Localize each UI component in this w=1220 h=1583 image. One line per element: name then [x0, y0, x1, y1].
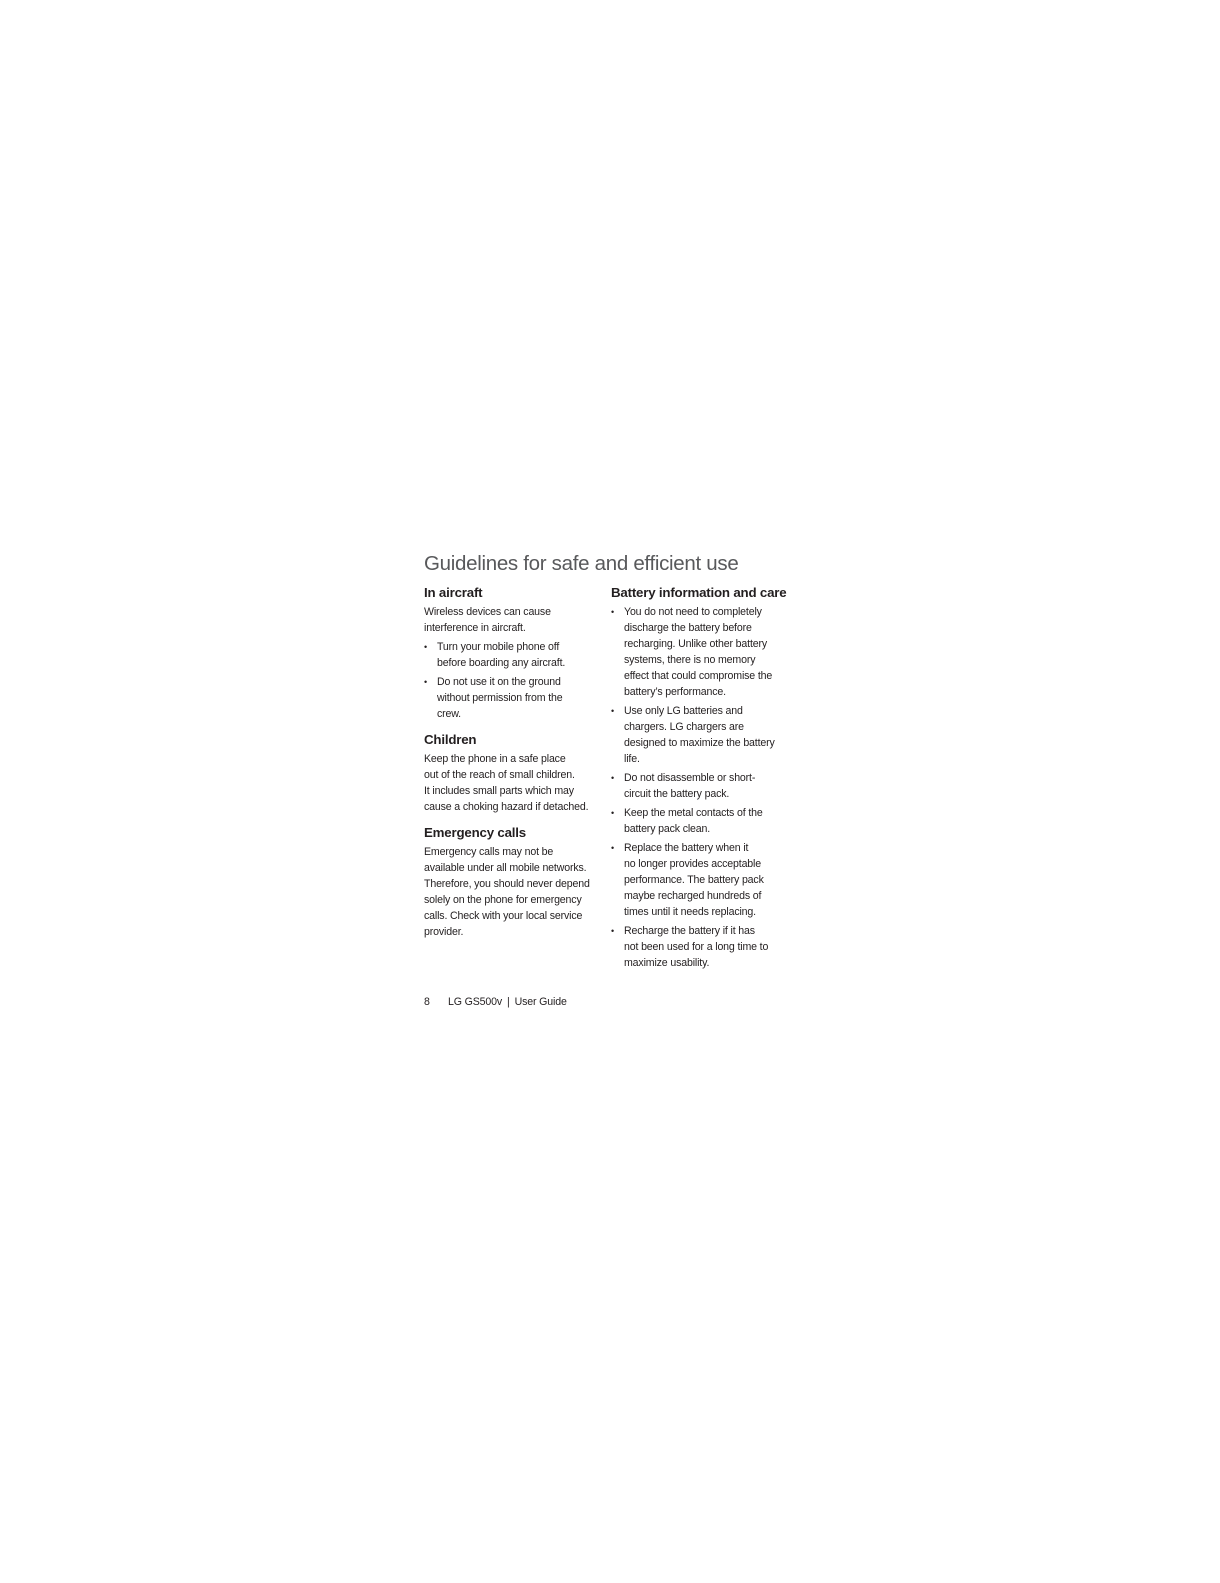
list-item: [611, 703, 789, 767]
list-item-text: Turn your mobile phone off before boarding any aircraft.: [437, 641, 566, 669]
bullet-icon: •: [611, 926, 615, 936]
list-item-text: Do not disassemble or short- circuit the battery pack.: [624, 772, 756, 800]
list-item: [611, 923, 789, 971]
list-item-text: Replace the battery when it no longer provides acceptable performance. The battery pack maybe recharged hundreds of times until it needs replacing.: [624, 842, 764, 918]
list-item: [611, 604, 789, 700]
list-item-text: Do not use it on the ground without permission from the crew.: [437, 676, 563, 720]
list-item-text: You do not need to completely discharge the battery before recharging. Unlike other battery systems, there is no memory effect that could compromise the battery’s performance.: [624, 606, 773, 698]
section-in-aircraft: [424, 584, 602, 722]
list-item-text: Use only LG batteries and chargers. LG chargers are designed to maximize the battery life.: [624, 705, 775, 765]
right-column: [611, 584, 789, 980]
bullet-icon: •: [611, 607, 615, 617]
bullet-icon: •: [611, 773, 615, 783]
section-emergency-calls: [424, 824, 602, 940]
section-heading: In aircraft: [424, 585, 483, 600]
section-paragraph: Wireless devices can cause interference in aircraft.: [424, 606, 551, 634]
footer-product-name: LG GS500v: [448, 996, 503, 1008]
bullet-icon: •: [424, 642, 428, 652]
list-item-text: Keep the metal contacts of the battery pack clean.: [624, 807, 763, 835]
section-heading: Battery information and care: [611, 585, 787, 600]
bullet-icon: •: [611, 706, 615, 716]
footer-separator: |: [507, 996, 510, 1008]
list-item: [424, 674, 602, 722]
list-item: [424, 639, 602, 671]
list-item: [611, 805, 789, 837]
page-title: Guidelines for safe and efficient use: [424, 552, 739, 575]
list-item: [611, 840, 789, 920]
bullet-icon: •: [611, 808, 615, 818]
bullet-list: [611, 604, 789, 971]
section-paragraph: Keep the phone in a safe place out of the reach of small children. It includes small parts which may cause a choking hazard if detached.: [424, 753, 589, 813]
section-paragraph: Emergency calls may not be available under all mobile networks. Therefore, you should never depend solely on the phone for emergency calls. Check with your local service provider.: [424, 846, 590, 938]
page-footer: [424, 994, 567, 1010]
left-column: [424, 584, 602, 949]
section-children: [424, 731, 602, 815]
bullet-icon: •: [611, 843, 615, 853]
page-number: 8: [424, 996, 430, 1008]
bullet-list: [424, 639, 602, 722]
section-heading: Emergency calls: [424, 825, 526, 840]
footer-guide-label: User Guide: [514, 996, 567, 1008]
section-heading: Children: [424, 732, 477, 747]
list-item-text: Recharge the battery if it has not been used for a long time to maximize usability.: [624, 925, 769, 969]
section-battery: [611, 584, 789, 971]
list-item: [611, 770, 789, 802]
bullet-icon: •: [424, 677, 428, 687]
